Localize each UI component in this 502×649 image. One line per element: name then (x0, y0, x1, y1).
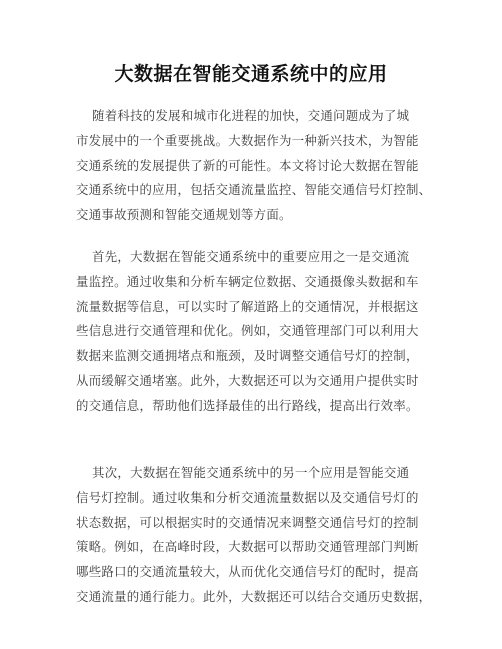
paragraph-line: 流量数据等信息，可以实时了解道路上的交通情况，并根据这 (76, 298, 419, 314)
paragraph-line: 的交通信息，帮助他们选择最佳的出行路线，提高出行效率。 (76, 397, 419, 413)
paragraph-signal-control (76, 461, 436, 610)
paragraph-line: 首先，大数据在智能交通系统中的重要应用之一是交通流 (92, 249, 410, 264)
paragraph-line: 随着科技的发展和城市化进程的加快，交通问题成为了城 (92, 108, 410, 123)
paragraph-line: 交通系统中的应用，包括交通流量监控、智能交通信号灯控制、 (76, 182, 432, 198)
paragraph-line: 策略。例如，在高峰时段，大数据可以帮助交通管理部门判断 (76, 539, 419, 555)
paragraph-line: 交通流量的通行能力。此外，大数据还可以结合交通历史数据， (76, 588, 432, 604)
paragraph-line: 些信息进行交通管理和优化。例如，交通管理部门可以利用大 (76, 323, 419, 339)
document-title: 大数据在智能交通系统中的应用 (114, 63, 388, 85)
paragraph-line: 市发展中的一个重要挑战。大数据作为一种新兴技术，为智能 (76, 132, 419, 148)
paragraph-line: 状态数据，可以根据实时的交通情况来调整交通信号灯的控制 (76, 514, 419, 530)
paragraph-line: 信号灯控制。通过收集和分析交通流量数据以及交通信号灯的 (76, 489, 419, 505)
paragraph-intro (76, 104, 436, 228)
paragraph-line: 从而缓解交通堵塞。此外，大数据还可以为交通用户提供实时 (76, 372, 419, 388)
paragraph-line: 数据来监测交通拥堵点和瓶颈，及时调整交通信号灯的控制， (76, 348, 419, 364)
paragraph-traffic-monitoring (76, 245, 436, 419)
paragraph-line: 哪些路口的交通流量较大，从而优化交通信号灯的配时，提高 (76, 564, 419, 580)
paragraph-line: 交通系统的发展提供了新的可能性。本文将讨论大数据在智能 (76, 157, 419, 173)
paragraph-line: 量监控。通过收集和分析车辆定位数据、交通摄像头数据和车 (76, 273, 419, 289)
paragraph-line: 交通事故预测和智能交通规划等方面。 (76, 207, 292, 223)
paragraph-line: 其次，大数据在智能交通系统中的另一个应用是智能交通 (92, 465, 410, 480)
